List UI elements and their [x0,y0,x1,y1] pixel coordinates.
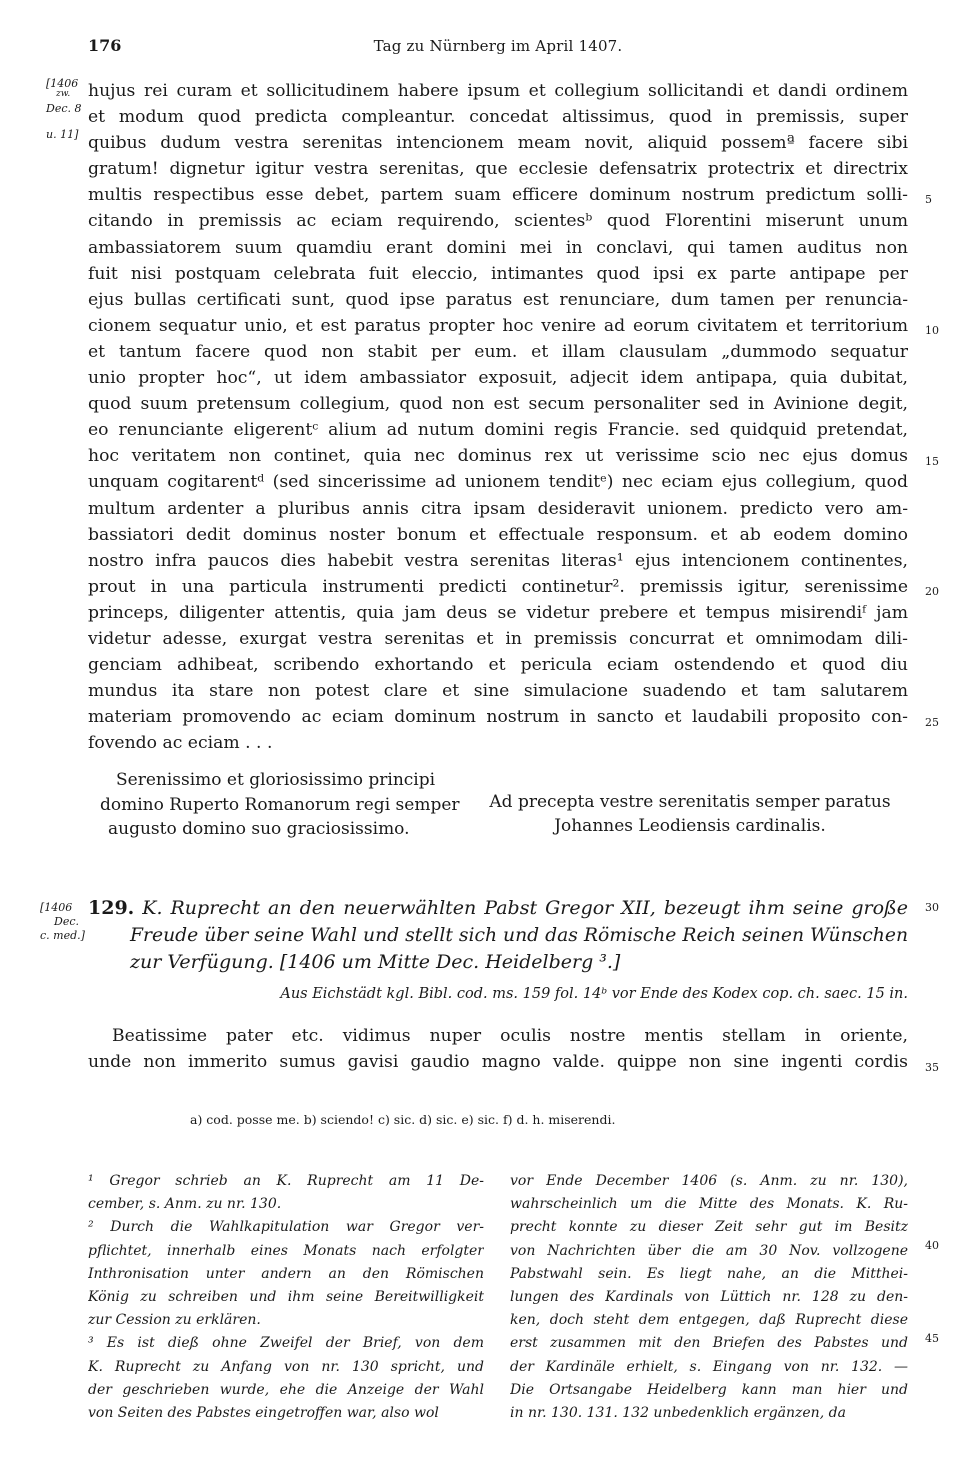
footnote-line: Die Ortsangabe Heidelberg kann man hier und [510,1381,908,1398]
text-line: et modum quod predicta compleantur. concedat altissimus, quod in premissis, super [88,107,908,128]
footnote-line: der Kardinäle erhielt, s. Eingang von nr. 132. — [510,1358,908,1375]
text-line: citando in premissis ac eciam requirendo, scientesᵇ quod Florentini miserunt unum [88,211,908,232]
page-number: 176 [88,36,122,55]
footnote-line: cember, s. Anm. zu nr. 130. [88,1196,282,1213]
footnotes-left-column [88,1170,484,1425]
running-header [88,36,908,60]
text-line: cionem sequatur unio, et est paratus propter hoc venire ad eorum civitatem et territorium [88,315,908,336]
footnote-line: wahrscheinlich um die Mitte des Monats. K. Ru- [510,1196,908,1213]
text-line: gratum! dignetur igitur vestra serenitas, que ecclesie defensatrix protectrix et directrix [88,159,908,180]
footnote-line: ken, doch steht dem entgegen, daß Ruprecht diese [510,1312,908,1329]
letter-body [88,78,908,756]
doc-text-line-1: Beatissime pater etc. vidimus nuper oculis nostre mentis stellam in oriente, [112,1026,908,1046]
footnote-line: lungen des Kardinals von Lüttich nr. 128 zu den- [510,1288,908,1305]
text-line: hujus rei curam et sollicitudinem habere ipsum et collegium sollicitandi et dandi ordinem [88,81,908,101]
footnote-line: ¹ Gregor schrieb an K. Ruprecht am 11 De- [88,1173,484,1189]
text-line: ambassiatorem suum quamdiu erant domini mei in conclavi, qui tamen auditus non [88,237,908,258]
footnotes-right-column [510,1170,908,1425]
line-number-40: 40 [925,1239,939,1252]
line-number-15: 15 [925,455,939,468]
text-line: genciam adhibeat, scribendo exhortando et pericula eciam ostendendo et quod diu [88,655,908,676]
footnote-line: Pabstwahl sein. Es liegt nahe, an die Mitthei- [510,1265,908,1282]
text-line: fovendo ac eciam . . . [88,733,273,754]
text-line: quibus dudum vestra serenitas intencionem meam novit, aliquid possemª facere sibi [88,133,908,154]
line-number-25: 25 [925,716,939,729]
footnote-line: von Seiten des Pabstes eingetroffen war, also wol [88,1404,439,1421]
address-block: Serenissimo et gloriosissimo principi domino Ruperto Romanorum regi semper augusto domino suo graciosissimo. [100,770,460,839]
margin-date-top: [1406 zw. Dec. 8 u. 11] [46,77,82,141]
footnote-line: zur Cession zu erklären. [88,1312,261,1329]
footnote-line: pflichtet, innerhalb eines Monats nach erfolgter [88,1242,484,1259]
text-line: mundus ita stare non potest clare et sine simulacione suadendo et tam salutarem [88,681,908,702]
line-number-10: 10 [925,324,939,337]
critical-apparatus: a) cod. posse me. b) sciendo! c) sic. d) sic. e) sic. f) d. h. miserendi. [190,1112,616,1127]
text-line: multum ardenter a pluribus annis citra ipsam desideravit unionem. predicto vero am- [88,498,908,519]
footnote-line: von Nachrichten über die am 30 Nov. vollzogene [510,1242,908,1259]
line-number-30: 30 [925,901,939,914]
text-line: princeps, diligenter attentis, quia jam deus se videtur prebere et tempus misirendiᶠ jam [88,602,908,623]
footnote-line: König zu schreiben und ihm seine Bereitwilligkeit [88,1288,484,1305]
text-line: hoc veritatem non continet, quia nec dominus rex ut verissime scio nec ejus domus [88,446,908,467]
footnote-line: vor Ende December 1406 (s. Anm. zu nr. 130), [510,1173,908,1189]
footnote-line: K. Ruprecht zu Anfang von nr. 130 spricht, und [88,1358,484,1375]
text-line: fuit nisi postquam celebrata fuit eleccio, intimantes quod ipsi ex parte antipape per [88,263,908,284]
document-text [88,1023,908,1075]
footnote-line: Inthronisation unter andern an den Römischen [88,1265,484,1282]
doc-title-line-3: zur Verfügung. [1406 um Mitte Dec. Heidelberg ³.] [130,951,621,973]
text-line: unquam cogitarentᵈ (sed sincerissime ad unionem tenditᵉ) nec eciam ejus collegium, quod [88,472,908,493]
source-note: Aus Eichstädt kgl. Bibl. cod. ms. 159 fol. 14ᵇ vor Ende des Kodex cop. ch. saec. 15 in. [280,986,908,1002]
signature-block: Ad precepta vestre serenitatis semper paratus Johannes Leodiensis cardinalis. [489,792,891,836]
document-heading [88,895,908,976]
text-line: nostro infra paucos dies habebit vestra serenitas literas¹ ejus intencionem continentes, [88,550,908,571]
margin-date-doc129: [1406 Dec. c. med.] [40,901,85,942]
doc-text-line-2: unde non immerito sumus gavisi gaudio magno valde. quippe non sine ingenti cordis [88,1052,908,1073]
doc-title-line-1: K. Ruprecht an den neuerwählten Pabst Gregor XII, bezeugt ihm seine große [142,897,908,919]
footnote-line: erst zusammen mit den Briefen des Pabstes und [510,1335,908,1352]
document-number: 129. [88,897,135,919]
text-line: eo renunciante eligerentᶜ alium ad nutum domini regis Francie. sed quidquid pretendat, [88,420,908,441]
line-number-20: 20 [925,585,939,598]
footnote-line: ³ Es ist dieß ohne Zweifel der Brief, von dem [88,1335,484,1352]
footnote-line: der geschrieben wurde, ehe die Anzeige der Wahl [88,1381,484,1398]
text-line: prout in una particula instrumenti predicti continetur². premissis igitur, serenissime [88,576,908,597]
text-line: multis respectibus esse debet, partem suam efficere dominum nostrum predictum solli- [88,185,908,206]
doc-title-line-2: Freude über seine Wahl und stellt sich und das Römische Reich seinen Wünschen [130,925,908,946]
text-line: unio propter hoc“, ut idem ambassiator exposuit, adjecit idem antipapa, quia dubitat, [88,368,908,389]
text-line: et tantum facere quod non stabit per eum. et illam clausulam „dummodo sequatur [88,341,908,362]
line-number-45: 45 [925,1332,939,1345]
footnote-line: in nr. 130. 131. 132 unbedenklich ergänzen, da [510,1404,846,1421]
running-title: Tag zu Nürnberg im April 1407. [373,37,623,55]
footnote-line: precht konnte zu dieser Zeit sehr gut im Besitz [510,1219,908,1236]
line-number-5: 5 [925,193,932,206]
text-line: ejus bullas certificati sunt, quod ipse paratus est renunciare, dum tamen per renuncia- [88,289,908,310]
footnote-line: ² Durch die Wahlkapitulation war Gregor ver- [88,1219,484,1236]
text-line: quod suum pretensum collegium, quod non est secum personaliter sed in Avinione degit, [88,394,908,415]
text-line: materiam promovendo ac eciam dominum nostrum in sancto et laudabili proposito con- [88,707,908,728]
line-number-35: 35 [925,1061,939,1074]
text-line: bassiatori dedit dominus noster bonum et effectuale responsum. et ab eodem domino [88,524,908,545]
text-line: videtur adesse, exurgat vestra serenitas et in premissis concurrat et omnimodam dili- [88,628,908,649]
